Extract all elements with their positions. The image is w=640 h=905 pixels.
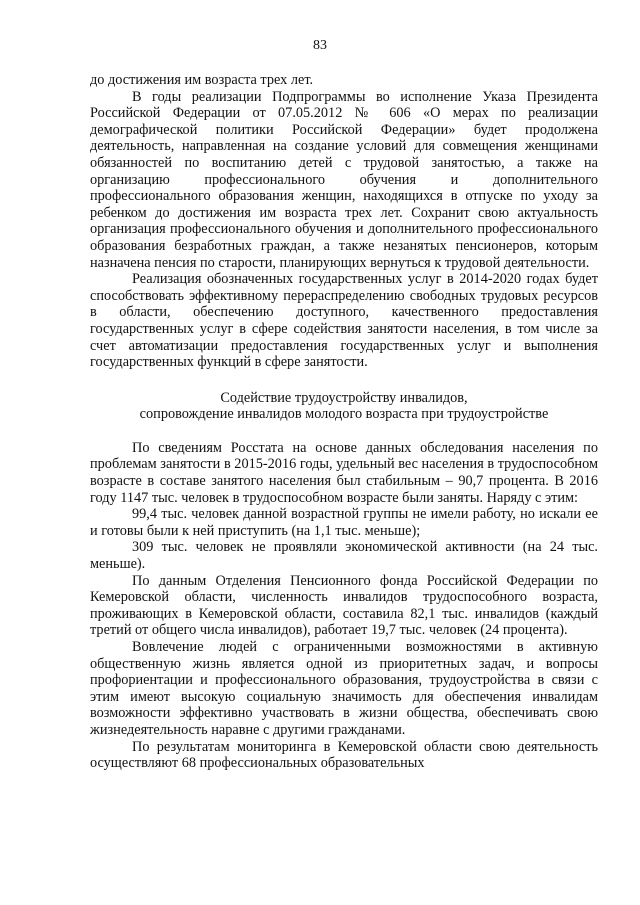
page-number: 83 xyxy=(313,38,327,53)
paragraph: 99,4 тыс. человек данной возрастной группы не имели работу, но искали ее и готовы были к ней приступить (на 1,1 тыс. меньше); xyxy=(90,506,598,539)
paragraph: По результатам мониторинга в Кемеровской области свою деятельность осуществляют 68 профессиональных образовательных xyxy=(90,738,598,772)
section-heading-line-2: сопровождение инвалидов молодого возраста при трудоустройстве xyxy=(139,406,549,423)
paragraph: По данным Отделения Пенсионного фонда Российской Федерации по Кемеровской области, численность инвалидов трудоспособного возраста, проживающих в Кемеровской области, составила 82,1 тыс. инвалидов (каждый третий от общего числа инвалидов), работает 19,7 тыс. человек (24 процента). xyxy=(90,572,598,639)
paragraph: Реализация обозначенных государственных услуг в 2014-2020 годах будет способствовать эффективному перераспределению свободных трудовых ресурсов в области, обеспечению доступного, качественного предоставления государственных услуг в сфере содействия занятости населения, в том числе за счет автоматизации предоставления государственных услуг и выполнения государственных функций в сфере занятости. xyxy=(90,271,598,371)
document-body xyxy=(90,72,598,772)
paragraph: 309 тыс. человек не проявляли экономической активности (на 24 тыс. меньше). xyxy=(90,539,598,573)
paragraph: до достижения им возраста трех лет. xyxy=(90,72,314,88)
paragraph: По сведениям Росстата на основе данных обследования населения по проблемам занятости в 2015-2016 годы, удельный вес населения в трудоспособном возрасте в составе занятого населения был стабильным – 90,7 процента. В 2016 году 1147 тыс. человек в трудоспособном возрасте были заняты. Наряду с этим: xyxy=(90,439,598,506)
paragraph: В годы реализации Подпрограммы во исполнение Указа Президента Российской Федерации от 07.05.2012 № 606 «О мерах по реализации демографической политики Российской Федерации» будет продолжена деятельность, направленная на создание условий для совмещения женщинами обязанностей по воспитанию детей с трудовой занятостью, а также на организацию профессионального обучения и дополнительного профессионального образования женщин, находящихся в отпуске по уходу за ребенком до достижения им возраста трех лет. Сохранит свою актуальность организация профессионального обучения и дополнительного профессионального образования безработных граждан, а также незанятых пенсионеров, которым назначена пенсия по старости, планирующих вернуться к трудовой деятельности. xyxy=(90,88,598,271)
paragraph: Вовлечение людей с ограниченными возможностями в активную общественную жизнь является одной из приоритетных задач, и вопросы профориентации и профессионального образования, трудоустройства в связи с этим имеют высокую социальную значимость для обеспечения инвалидам возможности эффективно участвовать в жизни общества, обеспечивать свою жизнедеятельность наравне с другими гражданами. xyxy=(90,639,598,738)
section-heading xyxy=(90,390,598,423)
section-heading-line-1: Содействие трудоустройству инвалидов, xyxy=(220,389,468,406)
